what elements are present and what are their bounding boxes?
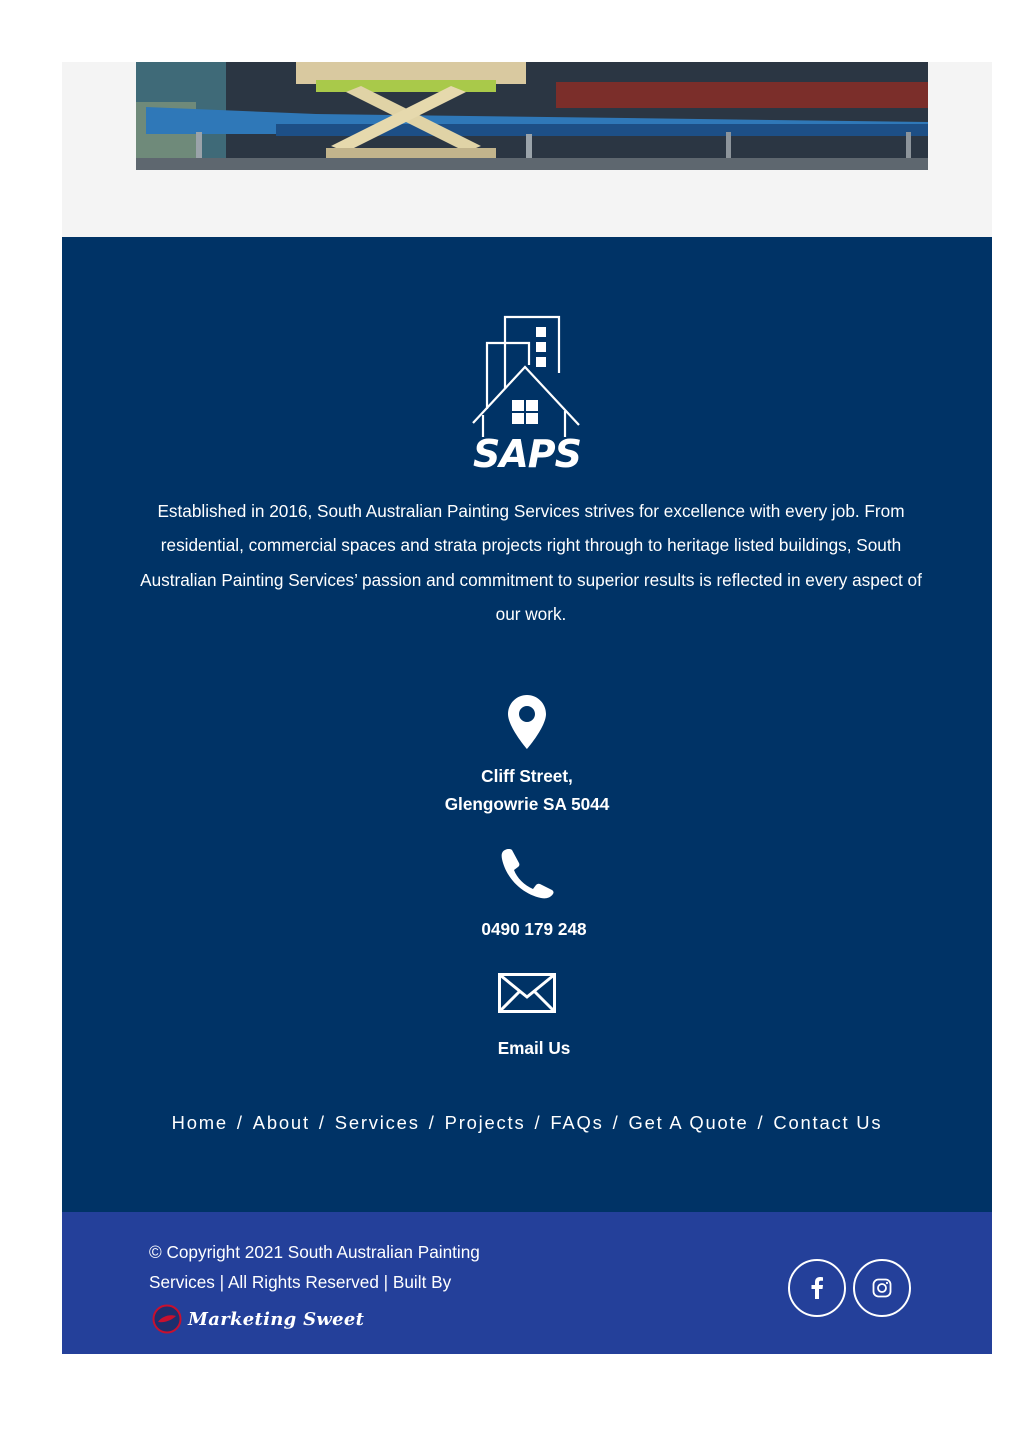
nav-projects[interactable]: Projects bbox=[444, 1112, 526, 1133]
site-footer bbox=[62, 237, 992, 1212]
copyright-line-1: © Copyright 2021 South Australian Painting bbox=[149, 1242, 480, 1262]
nav-services[interactable]: Services bbox=[334, 1112, 420, 1133]
marketing-sweet-logo[interactable] bbox=[152, 1302, 364, 1336]
nav-contact-us[interactable]: Contact Us bbox=[773, 1112, 883, 1133]
facebook-icon bbox=[810, 1277, 824, 1299]
copyright-line-2: Services | All Rights Reserved | Built By bbox=[149, 1271, 452, 1292]
nav-separator: / bbox=[757, 1112, 765, 1133]
marketing-sweet-label: Marketing Sweet bbox=[188, 1308, 365, 1330]
nav-separator: / bbox=[428, 1112, 436, 1133]
phone-number[interactable]: 0490 179 248 bbox=[481, 919, 587, 939]
phone-icon[interactable] bbox=[62, 849, 992, 904]
instagram-button[interactable] bbox=[853, 1259, 911, 1317]
about-text: Established in 2016, South Australian Painting Services strives for excellence with every job. From residential, commercial spaces and strata projects right through to heritage listed buildings, South Australian Painting Services’ passion and commitment to superior results is reflected in every aspect of our work. bbox=[140, 501, 922, 624]
instagram-icon bbox=[872, 1278, 892, 1298]
address-line-1: Cliff Street, bbox=[481, 766, 573, 786]
nav-separator: / bbox=[612, 1112, 620, 1133]
envelope-icon[interactable] bbox=[62, 973, 992, 1018]
address-line-2: Glengowrie SA 5044 bbox=[444, 794, 610, 814]
facebook-button[interactable] bbox=[788, 1259, 846, 1317]
nav-faqs[interactable]: FAQs bbox=[550, 1112, 604, 1133]
footer-bottom-bar bbox=[62, 1212, 992, 1354]
hero-section bbox=[62, 62, 992, 237]
marketing-sweet-icon bbox=[152, 1304, 182, 1334]
nav-separator: / bbox=[236, 1112, 244, 1133]
email-link[interactable]: Email Us bbox=[497, 1038, 571, 1058]
address bbox=[62, 762, 992, 818]
copyright-text bbox=[149, 1238, 529, 1297]
nav-separator: / bbox=[534, 1112, 542, 1133]
nav-separator: / bbox=[318, 1112, 326, 1133]
nav-about[interactable]: About bbox=[252, 1112, 310, 1133]
nav-home[interactable]: Home bbox=[171, 1112, 228, 1133]
location-pin-icon bbox=[62, 695, 992, 754]
saps-logo[interactable] bbox=[467, 315, 587, 471]
footer-nav bbox=[62, 1112, 992, 1134]
logo-wordmark: SAPS bbox=[473, 432, 581, 471]
nav-get-a-quote[interactable]: Get A Quote bbox=[628, 1112, 749, 1133]
hero-image bbox=[136, 62, 928, 170]
